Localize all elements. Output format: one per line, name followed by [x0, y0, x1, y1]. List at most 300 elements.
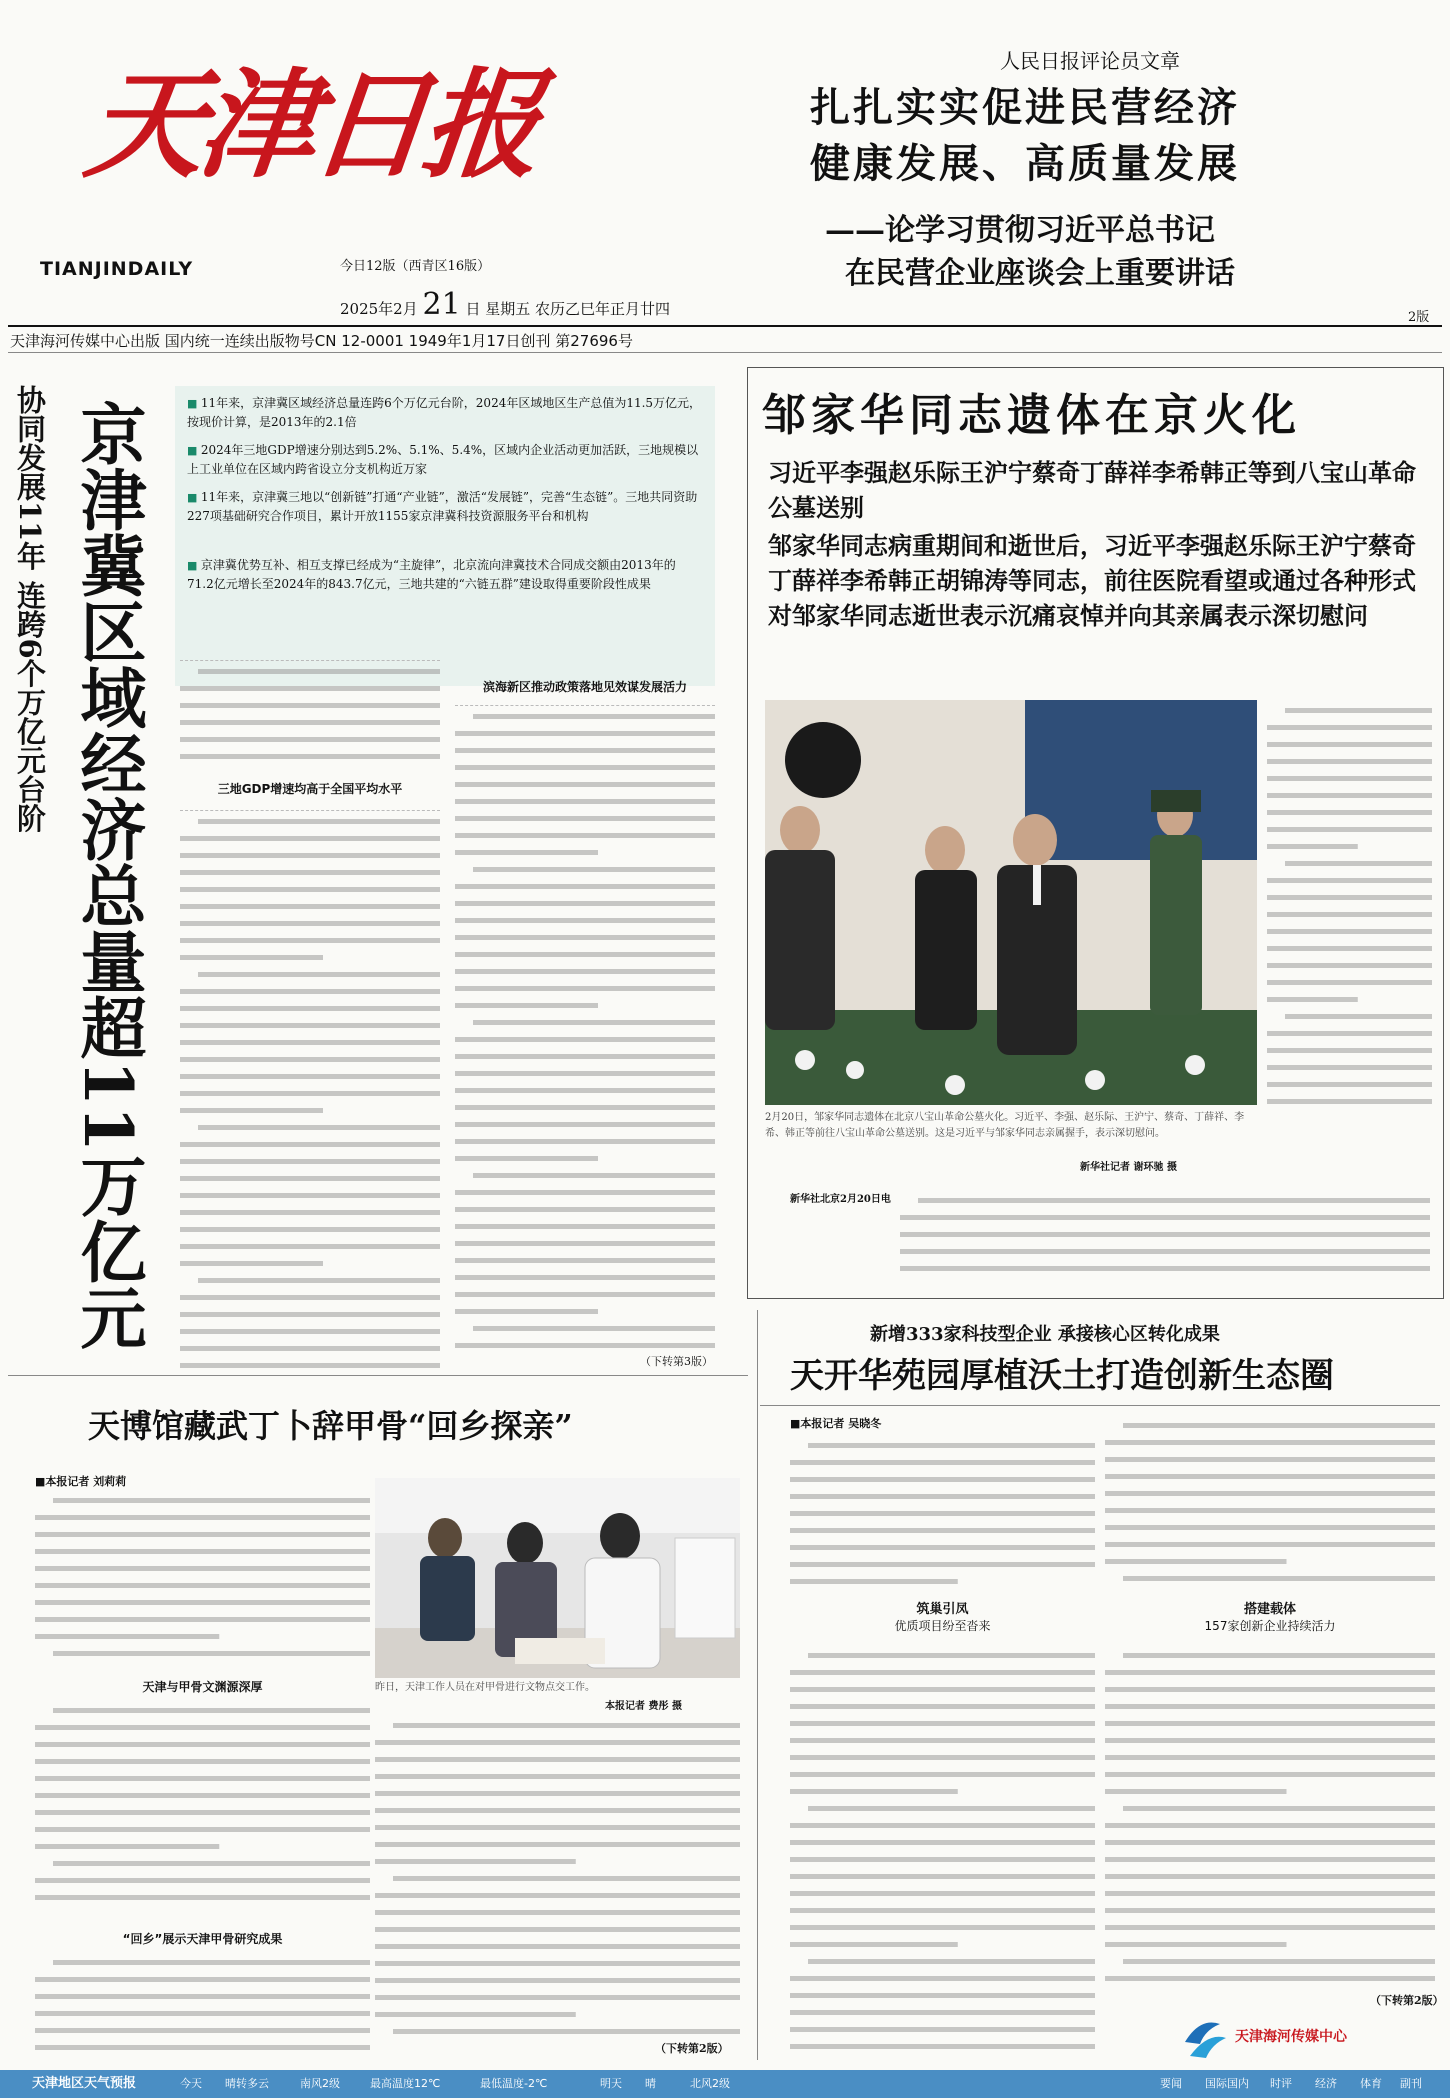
text-line	[53, 1861, 370, 1866]
text-line	[790, 1840, 1095, 1845]
text-line	[35, 1549, 370, 1554]
funeral-sub1: 习近平李强赵乐际王沪宁蔡奇丁薛祥李希韩正等到八宝山革命公墓送别	[768, 458, 1416, 522]
text-line	[180, 887, 440, 892]
edition-note: 今日12版（西青区16版）	[340, 259, 491, 274]
text-line	[455, 1190, 715, 1195]
text-line	[473, 1326, 715, 1331]
text-line	[455, 1275, 715, 1280]
text-line	[180, 955, 323, 960]
lead-bullet: ■ 2024年三地GDP增速分别达到5.2%、5.1%、5.4%，区域内企业活动更加活跃，三地规模以上工业单位在区域内跨省设立分支机构近万家	[187, 441, 702, 479]
text-line	[1123, 1653, 1435, 1658]
text-line	[375, 1808, 740, 1813]
text-line	[1105, 1508, 1435, 1513]
text-line	[180, 754, 440, 759]
text-line	[35, 1827, 370, 1832]
museum-byline: ■本报记者 刘莉莉	[35, 1475, 127, 1488]
text-line	[1267, 912, 1432, 917]
editorial-subhead-2: 在民营企业座谈会上重要讲话	[845, 256, 1235, 291]
date-prefix: 2025年2月	[340, 300, 418, 318]
body-text-lines	[180, 811, 440, 1371]
text-line	[790, 1993, 1095, 1998]
text-line	[455, 1207, 715, 1212]
text-line	[1105, 1976, 1435, 1981]
weather-item: 晴	[645, 2077, 656, 2090]
body-text-lines	[35, 1952, 370, 2057]
text-line	[790, 1908, 1095, 1913]
weather-item: 晴转多云	[225, 2077, 269, 2090]
text-line	[1105, 1704, 1435, 1709]
text-line	[790, 1511, 1095, 1516]
text-line	[180, 1227, 440, 1232]
funeral-photo-image	[765, 700, 1257, 1105]
museum-continue[interactable]: （下转第2版）	[655, 2042, 729, 2055]
text-line	[35, 1844, 219, 1849]
text-line	[790, 1670, 1095, 1675]
text-line	[790, 1857, 1095, 1862]
funeral-photo-caption: 2月20日，邹家华同志遗体在北京八宝山革命公墓火化。习近平、李强、赵乐际、王沪宁、蔡奇、丁薛祥、李希、韩正等前往八宝山革命公墓送别。这是习近平与邹家华同志亲属握手，表示深切慰问。	[765, 1112, 1245, 1139]
text-line	[1267, 980, 1432, 985]
text-line	[180, 1176, 440, 1181]
museum-col1b-text	[35, 1700, 370, 1915]
text-line	[790, 1772, 1095, 1777]
text-line	[1123, 1959, 1435, 1964]
text-line	[1123, 1806, 1435, 1811]
text-line	[790, 1704, 1095, 1709]
text-line	[1105, 1857, 1435, 1862]
text-line	[180, 1057, 440, 1062]
text-line	[1105, 1525, 1435, 1530]
text-line	[1105, 1908, 1435, 1913]
body-text-lines	[900, 1190, 1430, 1285]
section-link[interactable]: 要闻	[1160, 2077, 1182, 2090]
text-line	[375, 1825, 740, 1830]
text-line	[473, 1173, 715, 1178]
museum-sub2: “回乡”展示天津甲骨研究成果	[122, 1932, 283, 1946]
text-line	[393, 1723, 740, 1728]
section-link[interactable]: 经济	[1315, 2077, 1337, 2090]
column-divider	[757, 1310, 758, 2060]
text-line	[1105, 1738, 1435, 1743]
text-line	[35, 1600, 370, 1605]
text-line	[455, 952, 715, 957]
text-line	[375, 1961, 740, 1966]
text-line	[375, 1774, 740, 1779]
text-line	[180, 1142, 440, 1147]
text-line	[375, 1842, 740, 1847]
text-line	[53, 1708, 370, 1713]
text-line	[790, 1460, 1095, 1465]
museum-photo	[375, 1478, 740, 1678]
text-line	[455, 1343, 715, 1348]
text-line	[1267, 1065, 1432, 1070]
lead-headline[interactable]: 京津冀区域经济总量超11万亿元	[69, 400, 147, 1350]
funeral-photo	[765, 700, 1257, 1105]
text-line	[1267, 759, 1432, 764]
text-line	[375, 1893, 740, 1898]
text-line	[455, 884, 715, 889]
text-line	[455, 1003, 598, 1008]
lead-bullet: ■ 11年来，京津冀区域经济总量连跨6个万亿元台阶，2024年区域地区生产总值为11.5万亿元，按现价计算，是2013年的2.1倍	[187, 394, 702, 432]
text-line	[900, 1266, 1430, 1271]
text-line	[1267, 895, 1432, 900]
text-line	[198, 972, 440, 977]
text-line	[1105, 1823, 1435, 1828]
text-line	[180, 870, 440, 875]
text-line	[455, 1258, 715, 1263]
text-line	[1267, 810, 1432, 815]
text-line	[790, 1823, 1095, 1828]
masthead-english: TIANJINDAILY	[40, 258, 194, 280]
text-line	[1267, 793, 1432, 798]
weather-bar	[0, 2070, 1450, 2098]
text-line	[53, 1960, 370, 1965]
text-line	[808, 1653, 1095, 1658]
date-suffix: 日 星期五 农历乙巳年正月廿四	[465, 300, 671, 318]
text-line	[900, 1215, 1430, 1220]
museum-col1-text	[35, 1490, 370, 1670]
text-line	[35, 1793, 370, 1798]
funeral-headline[interactable]: 邹家华同志遗体在京火化	[762, 390, 1301, 441]
lead-col2-subhead: 滨海新区推动政策落地见效谋发展活力	[482, 680, 687, 694]
tech-headline[interactable]: 天开华苑园厚植沃土打造创新生态圈	[790, 1356, 1334, 1396]
text-line	[790, 1925, 1095, 1930]
text-line	[180, 720, 440, 725]
editorial-kicker: 人民日报评论员文章	[1000, 49, 1180, 73]
text-line	[1267, 963, 1432, 968]
text-line	[790, 1528, 1095, 1533]
text-line	[1267, 946, 1432, 951]
weather-item: 明天	[600, 2077, 622, 2090]
text-line	[180, 1091, 440, 1096]
text-line	[1285, 708, 1432, 713]
text-line	[918, 1198, 1430, 1203]
text-line	[1105, 1474, 1435, 1479]
text-line	[180, 853, 440, 858]
body-text-lines	[180, 661, 440, 771]
text-line	[35, 1725, 370, 1730]
text-line	[455, 1122, 715, 1127]
funeral-photo-credit: 新华社记者 谢环驰 摄	[1080, 1162, 1177, 1173]
weather-item: 最高温度12℃	[370, 2077, 441, 2090]
text-line	[455, 731, 715, 736]
text-line	[790, 1942, 958, 1947]
body-text-lines	[35, 1700, 370, 1915]
text-line	[455, 1156, 598, 1161]
text-line	[455, 969, 715, 974]
tech-kicker: 新增333家科技型企业 承接核心区转化成果	[870, 1324, 1220, 1345]
text-line	[1267, 725, 1432, 730]
lead-col1-text	[180, 810, 440, 1371]
text-line	[198, 1278, 440, 1283]
text-line	[1105, 1670, 1435, 1675]
body-text-lines	[790, 1435, 1095, 1585]
text-line	[455, 1054, 715, 1059]
text-line	[1105, 1874, 1435, 1879]
text-line	[198, 819, 440, 824]
masthead-logo: 天津日报	[79, 55, 543, 194]
text-line	[790, 1562, 1095, 1567]
text-line	[455, 1088, 715, 1093]
museum-photo-caption: 昨日，天津工作人员在对甲骨进行文物点交工作。	[375, 1682, 595, 1693]
publication-info: 天津海河传媒中心出版 国内统一连续出版物号CN 12-0001 1949年1月17日创刊 第27696号	[10, 332, 633, 350]
text-line	[455, 765, 715, 770]
body-text-lines	[790, 1645, 1095, 2055]
text-line	[180, 1295, 440, 1300]
museum-top-rule	[8, 1375, 748, 1376]
text-line	[790, 2044, 1095, 2049]
text-line	[455, 901, 715, 906]
tech-col2-text	[1105, 1415, 1435, 1585]
text-line	[808, 1959, 1095, 1964]
text-line	[1285, 1014, 1432, 1019]
museum-col2-text	[375, 1715, 740, 2045]
text-line	[455, 833, 715, 838]
editorial-subhead-1: ——论学习贯彻习近平总书记	[825, 213, 1215, 248]
text-line	[180, 1193, 440, 1198]
infobar-rule	[8, 352, 1442, 353]
text-line	[180, 737, 440, 742]
body-text-lines	[1105, 1415, 1435, 1585]
text-line	[375, 1995, 740, 2000]
text-line	[35, 1994, 370, 1999]
weather-item: 南风2级	[300, 2077, 340, 2090]
section-link[interactable]: 时评	[1270, 2077, 1292, 2090]
funeral-body-text	[900, 1190, 1430, 1285]
text-line	[1105, 1491, 1435, 1496]
text-line	[35, 2028, 370, 2033]
text-line	[455, 850, 598, 855]
text-line	[808, 1806, 1095, 1811]
text-line	[455, 1105, 715, 1110]
text-line	[808, 1443, 1095, 1448]
text-line	[790, 1891, 1095, 1896]
tech-col1-text	[790, 1435, 1095, 1585]
text-line	[375, 1910, 740, 1915]
text-line	[35, 1617, 370, 1622]
section-link[interactable]: 副刊	[1400, 2077, 1422, 2090]
text-line	[790, 1494, 1095, 1499]
text-line	[180, 1006, 440, 1011]
funeral-side-text	[1267, 700, 1432, 1120]
text-line	[1267, 929, 1432, 934]
text-line	[455, 799, 715, 804]
text-line	[1123, 1423, 1435, 1428]
lead-col1-text	[180, 660, 440, 771]
text-line	[1105, 1840, 1435, 1845]
body-text-lines	[1105, 1645, 1435, 1990]
text-line	[790, 2010, 1095, 2015]
text-line	[900, 1249, 1430, 1254]
museum-headline[interactable]: 天博馆藏武丁卜辞甲骨“回乡探亲”	[88, 1407, 573, 1445]
text-line	[35, 1895, 370, 1900]
text-line	[1105, 1789, 1287, 1794]
text-line	[180, 1040, 440, 1045]
text-line	[180, 1108, 323, 1113]
text-line	[1105, 1942, 1287, 1947]
text-line	[790, 1579, 958, 1584]
text-line	[375, 1978, 740, 1983]
text-line	[790, 1976, 1095, 1981]
text-line	[790, 1545, 1095, 1550]
editorial-headline-1[interactable]: 扎扎实实促进民营经济	[810, 84, 1240, 131]
text-line	[1267, 844, 1358, 849]
text-line	[375, 1757, 740, 1762]
text-line	[53, 1498, 370, 1503]
weather-item: 北风2级	[690, 2077, 730, 2090]
text-line	[180, 686, 440, 691]
text-line	[455, 748, 715, 753]
text-line	[35, 1583, 370, 1588]
text-line	[1105, 1891, 1435, 1896]
text-line	[393, 2029, 740, 2034]
text-line	[455, 935, 715, 940]
text-line	[1105, 1542, 1435, 1547]
tech-col3-text	[790, 1645, 1095, 2055]
text-line	[455, 1071, 715, 1076]
text-line	[1267, 1031, 1432, 1036]
body-text-lines	[375, 1715, 740, 2045]
text-line	[1285, 861, 1432, 866]
text-line	[180, 1023, 440, 1028]
text-line	[180, 1363, 440, 1368]
text-line	[1105, 1925, 1435, 1930]
text-line	[1123, 1576, 1435, 1581]
text-line	[1267, 776, 1432, 781]
section-link[interactable]: 体育	[1360, 2077, 1382, 2090]
weather-item: 最低温度-2℃	[480, 2077, 548, 2090]
text-line	[790, 1687, 1095, 1692]
lead-col2-text	[455, 705, 715, 1361]
text-line	[1105, 1772, 1435, 1777]
tech-col4-text	[1105, 1645, 1435, 1990]
text-line	[35, 1878, 370, 1883]
text-line	[393, 1876, 740, 1881]
tech-rule	[760, 1405, 1440, 1406]
museum-photo-credit: 本报记者 费彤 摄	[605, 1701, 682, 1712]
text-line	[35, 1515, 370, 1520]
text-line	[180, 989, 440, 994]
text-line	[1267, 878, 1432, 883]
text-line	[455, 782, 715, 787]
header-rule	[8, 325, 1442, 327]
body-text-lines	[455, 706, 715, 1361]
text-line	[35, 1776, 370, 1781]
text-line	[1105, 1440, 1435, 1445]
body-text-lines	[35, 1490, 370, 1670]
text-line	[473, 867, 715, 872]
text-line	[35, 1810, 370, 1815]
lead-summary-box	[175, 386, 715, 686]
text-line	[790, 2027, 1095, 2032]
text-line	[375, 2012, 576, 2017]
text-line	[455, 986, 715, 991]
text-line	[180, 1312, 440, 1317]
text-line	[35, 1532, 370, 1537]
text-line	[35, 1742, 370, 1747]
text-line	[1267, 1082, 1432, 1087]
funeral-dateline: 新华社北京2月20日电	[790, 1194, 891, 1205]
text-line	[455, 1309, 598, 1314]
text-line	[473, 1020, 715, 1025]
text-line	[180, 938, 440, 943]
tech-sub-right-desc: 157家创新企业持续活力	[1204, 1619, 1336, 1633]
text-line	[455, 1224, 715, 1229]
text-line	[180, 1346, 440, 1351]
text-line	[180, 1244, 440, 1249]
text-line	[790, 1721, 1095, 1726]
text-line	[35, 2011, 370, 2016]
lead-col1-subhead: 三地GDP增速均高于全国平均水平	[217, 782, 403, 796]
text-line	[455, 1241, 715, 1246]
text-line	[198, 669, 440, 674]
lead-side-kicker: 协同发展11年 连跨6个万亿元台阶	[13, 385, 47, 833]
text-line	[375, 1791, 740, 1796]
museum-photo-image	[375, 1478, 740, 1678]
text-line	[198, 1125, 440, 1130]
media-group-logo	[1180, 2012, 1440, 2060]
text-line	[375, 1740, 740, 1745]
text-line	[1267, 997, 1358, 1002]
media-group-logo-text: 天津海河传媒中心	[1235, 2029, 1347, 2045]
text-line	[1267, 1099, 1432, 1104]
text-line	[180, 904, 440, 909]
lead-continue[interactable]: （下转第3版）	[640, 1355, 713, 1368]
text-line	[375, 1859, 576, 1864]
issue-date	[340, 287, 670, 322]
text-line	[455, 1292, 715, 1297]
text-line	[455, 1037, 715, 1042]
text-line	[35, 1759, 370, 1764]
text-line	[1267, 742, 1432, 747]
text-line	[180, 1210, 440, 1215]
text-line	[790, 1874, 1095, 1879]
tech-continue[interactable]: （下转第2版）	[1370, 1994, 1444, 2007]
date-day: 21	[422, 287, 461, 322]
text-line	[180, 1329, 440, 1334]
text-line	[1105, 1687, 1435, 1692]
text-line	[180, 1074, 440, 1079]
editorial-page-ref[interactable]: 2版	[1408, 310, 1430, 325]
text-line	[790, 1477, 1095, 1482]
tech-byline: ■本报记者 吴晓冬	[790, 1417, 882, 1430]
text-line	[375, 1927, 740, 1932]
text-line	[180, 703, 440, 708]
text-line	[180, 1261, 323, 1266]
funeral-sub2: 邹家华同志病重期间和逝世后，习近平李强赵乐际王沪宁蔡奇丁薛祥李希韩正胡锦涛等同志，前往医院看望或通过各种形式对邹家华同志逝世表示沉痛哀悼并向其亲属表示深切慰问	[768, 531, 1416, 630]
text-line	[35, 2045, 370, 2050]
text-line	[790, 1755, 1095, 1760]
text-line	[1105, 1755, 1435, 1760]
text-line	[473, 714, 715, 719]
text-line	[790, 1738, 1095, 1743]
text-line	[1105, 1457, 1435, 1462]
text-line	[180, 836, 440, 841]
text-line	[1267, 827, 1432, 832]
weather-item: 今天	[180, 2077, 202, 2090]
editorial-headline-2[interactable]: 健康发展、高质量发展	[810, 140, 1240, 187]
text-line	[900, 1232, 1430, 1237]
text-line	[455, 1139, 715, 1144]
text-line	[1267, 1048, 1432, 1053]
tech-sub-left-desc: 优质项目纷至沓来	[894, 1619, 991, 1633]
body-text-lines	[1267, 700, 1432, 1120]
text-line	[1105, 1559, 1287, 1564]
text-line	[1105, 1721, 1435, 1726]
text-line	[35, 1566, 370, 1571]
text-line	[180, 921, 440, 926]
tech-sub-left-title: 筑巢引凤	[916, 1602, 969, 1617]
section-link[interactable]: 国际国内	[1205, 2077, 1249, 2090]
